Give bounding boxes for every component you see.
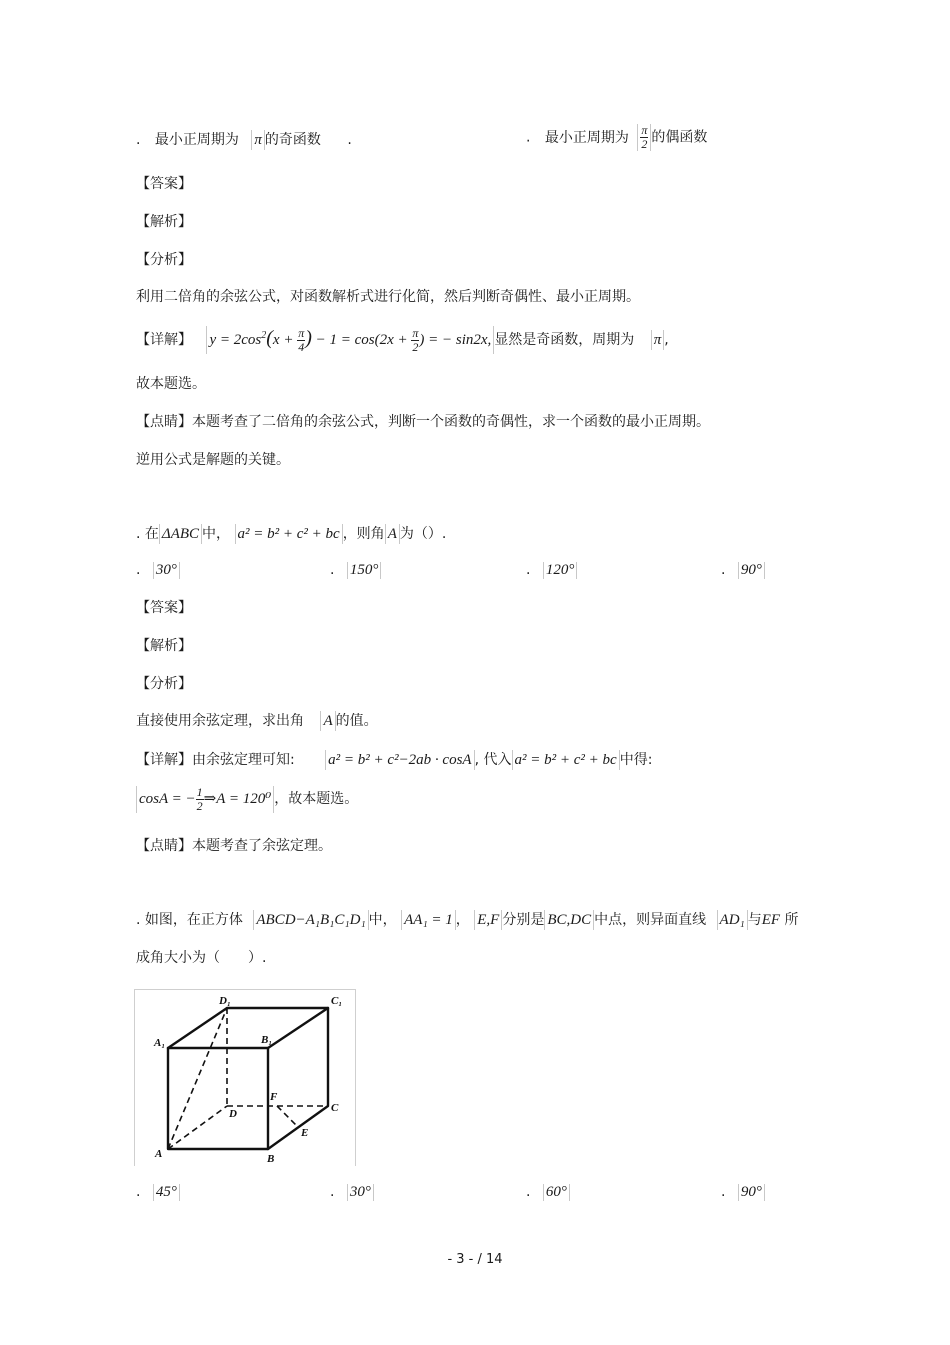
option-d-text2: 的偶函数: [651, 129, 708, 146]
q3-stem: . 如图，在正方体 ABCD−A₁B₁C₁D₁ 中， AA₁ = 1 ， E,F 分别是 BC,DC 中点，则异面直线 AD₁ 与EF 所: [136, 912, 799, 928]
option-row-c-d: [136, 130, 352, 150]
q2-option-a[interactable]: . 30°: [136, 562, 180, 579]
q1-answer-label: 【答案】: [136, 176, 192, 192]
q1-review-label: 【点睛】: [136, 414, 192, 430]
q2-review: 【点睛】本题考查了余弦定理。: [136, 838, 332, 854]
q1-fenxi-text: 利用二倍角的余弦公式，对函数解析式进行化简，然后判断奇偶性、最小正周期。: [136, 289, 640, 305]
option-d-marker: .: [526, 129, 531, 146]
q2-triangle: ΔABC: [159, 524, 202, 544]
q1-analysis-label: 【解析】: [136, 214, 192, 230]
q1-review-line2: 逆用公式是解题的关键。: [136, 452, 290, 468]
option-d: [526, 124, 707, 151]
q3-option-a[interactable]: . 45°: [136, 1184, 180, 1201]
option-c-pi: π: [251, 130, 265, 150]
q2-equation: a² = b² + c² + bc: [235, 524, 343, 544]
cube-top-face: [168, 1008, 328, 1048]
q2-fenxi-label: 【分析】: [136, 676, 192, 692]
q2-detail: 【详解】由余弦定理可知: a² = b² + c²−2ab · cosA , 代入 a² = b² + c² + bc 中得:: [136, 752, 653, 768]
label-e: E: [301, 1127, 309, 1139]
cube-figure: [134, 989, 356, 1166]
q1-review-text: 本题考查了二倍角的余弦公式，判断一个函数的奇偶性，求一个函数的最小正周期。: [192, 414, 710, 430]
label-b: B: [267, 1153, 275, 1165]
option-d-fraction: $\frac{\pi}{2}$: [637, 124, 651, 151]
q1-review: [136, 412, 710, 432]
q2-analysis-label: 【解析】: [136, 638, 192, 654]
q2-option-d[interactable]: . 90°: [721, 562, 765, 579]
q2-stem: . 在 ΔABC 中， a² = b² + c² + bc ，则角 A 为（）.: [136, 526, 447, 542]
q3-stem-line2: 成角大小为（ ）.: [136, 950, 267, 966]
q2-detail-line2: cosA = − $\frac{1}{2}$ ⇒A = 120⁰ ，故本题选。: [136, 786, 358, 813]
label-d: D: [229, 1108, 237, 1120]
q3-option-b[interactable]: . 30°: [330, 1184, 374, 1201]
q2-cosine-law: a² = b² + c²−2ab · cosA: [325, 750, 474, 770]
q1-frac-pi-4: $\frac{\pi}{4}$: [298, 326, 305, 355]
label-b1: B₁: [261, 1034, 273, 1046]
label-d1: D₁: [219, 995, 231, 1007]
label-a: A: [155, 1148, 163, 1160]
q1-detail-pi: π: [651, 330, 665, 350]
option-c-dot: .: [347, 132, 352, 148]
q1-detail-text: 显然是奇函数，周期为: [494, 332, 635, 348]
q2-option-c[interactable]: . 120°: [526, 562, 577, 579]
q1-fenxi-label: 【分析】: [136, 252, 192, 268]
q1-detail-line2: 故本题选。: [136, 376, 206, 392]
page-number: - 3 - / 14: [447, 1252, 503, 1267]
option-d-text: 最小正周期为: [544, 129, 629, 146]
q2-cos-result: cosA = − $\frac{1}{2}$ ⇒A = 120⁰: [136, 786, 274, 813]
option-c-text: 最小正周期为: [154, 132, 239, 148]
label-a1: A₁: [154, 1037, 166, 1049]
q2-option-b[interactable]: . 150°: [330, 562, 381, 579]
label-c1: C₁: [331, 995, 343, 1007]
option-c-text2: 的奇函数: [264, 132, 321, 148]
q2-angle-a: A: [385, 524, 400, 544]
q1-detail: 【详解】 $y = 2\cos^2(x$ + $\frac{\pi}{4}$ ) − 1 = cos(2x + $\frac{\pi}{2}$ ) = − sin2x, 显然是奇函数，周期为 π ,: [136, 326, 669, 355]
q1-detail-formula: $y = 2\cos^2(x$ + $\frac{\pi}{4}$ ) − 1 = cos(2x + $\frac{\pi}{2}$ ) = − sin2x,: [206, 326, 494, 354]
q2-answer-label: 【答案】: [136, 600, 192, 616]
cube-front-face: [168, 1048, 268, 1149]
segment-ef: [277, 1106, 298, 1127]
q3-option-c[interactable]: . 60°: [526, 1184, 570, 1201]
q3-option-d[interactable]: . 90°: [721, 1184, 765, 1201]
q1-frac-pi-2: $\frac{\pi}{2}$: [412, 326, 419, 355]
label-f: F: [270, 1091, 278, 1103]
label-c: C: [331, 1102, 339, 1114]
q1-detail-label: 【详解】: [136, 332, 192, 348]
q2-fenxi-text: 直接使用余弦定理，求出角 A 的值。: [136, 713, 378, 729]
cube-diagram: [135, 990, 355, 1166]
option-c-marker: .: [136, 132, 141, 148]
